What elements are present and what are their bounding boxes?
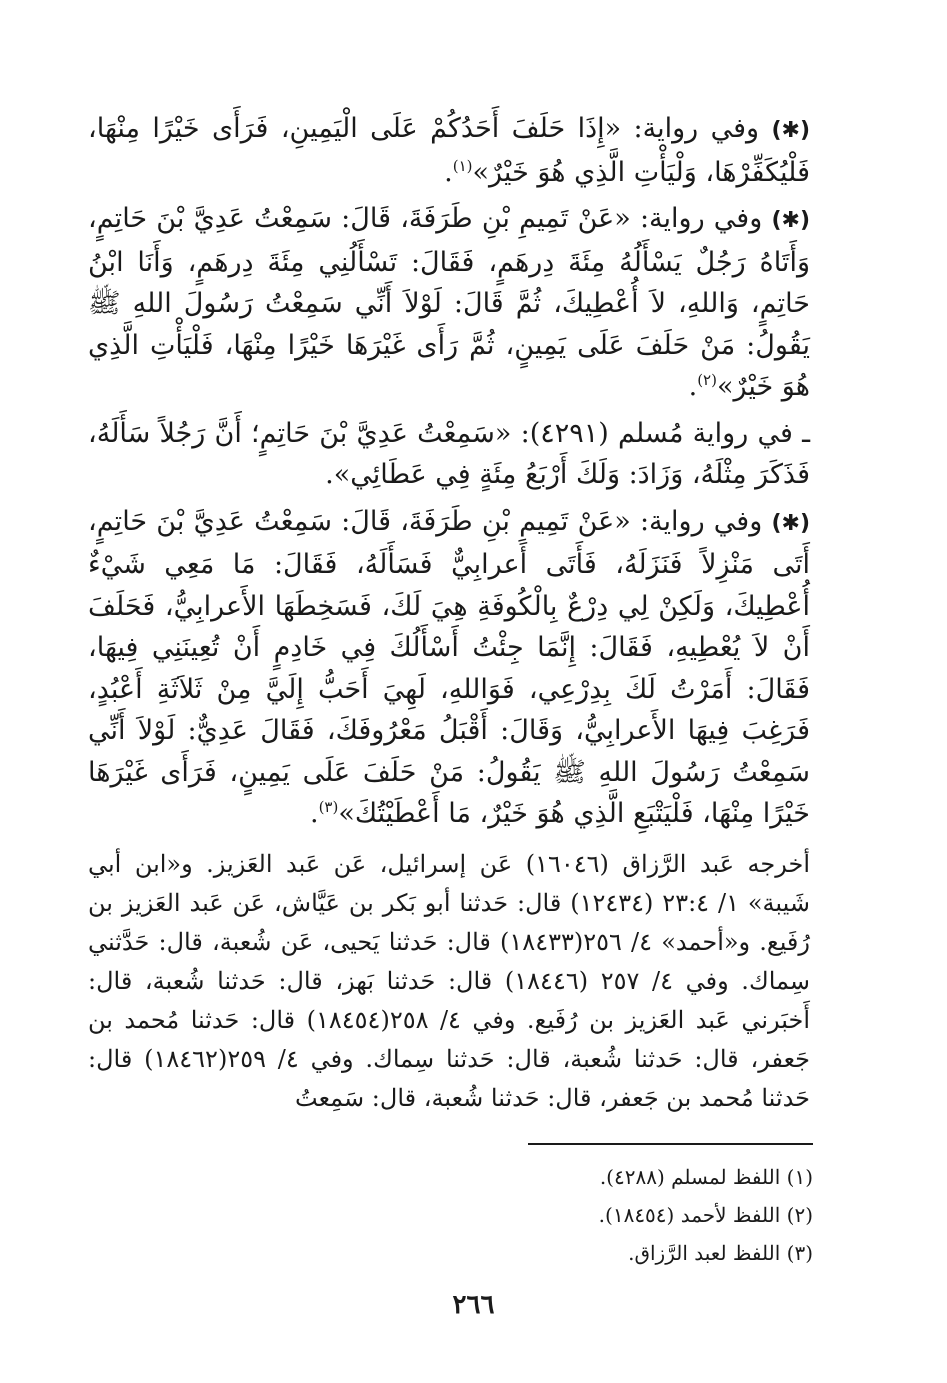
footnote-ref[interactable]: (٢) <box>697 371 717 389</box>
paragraph-text: وفي رواية: «إِذَا حَلَفَ أَحَدُكُمْ عَلَى الْيَمِينِ، فَرَأَى خَيْرًا مِنْهَا، فَلْيُكَفِّرْهَا، وَلْيَأْتِ الَّذِي هُوَ خَيْرٌ» <box>88 113 810 188</box>
paragraph-text: وفي رواية: «عَنْ تَمِيمِ بْنِ طَرَفَةَ، قَالَ: سَمِعْتُ عَدِيَّ بْنَ حَاتِمٍ، وَأَتَاهُ رَجُلٌ يَسْأَلُهُ مِئَةَ دِرهَمٍ، فَقَالَ: تَسْأَلُنِي مِئَةَ دِرهَمٍ، وَأَنَا ابْنُ حَاتِمٍ، وَاللهِ، لاَ أُعْطِيكَ، ثُمَّ قَالَ: لَوْلاَ أَنِّي سَمِعْتُ رَسُولَ اللهِ ﷺ يَقُولُ: مَنْ حَلَفَ عَلَى يَمِينٍ، ثُمَّ رَأَى غَيْرَهَا خَيْرًا مِنْهَا، فَلْيَأْتِ الَّذِي هُوَ خَيْرٌ» <box>88 203 810 402</box>
paragraph-2 <box>88 198 810 408</box>
paragraph-end: . <box>309 798 319 829</box>
paragraph-end: . <box>325 459 334 490</box>
footnotes <box>300 1158 813 1272</box>
footnote-ref[interactable]: (٣) <box>318 798 339 816</box>
star-marker: (✱) <box>771 510 810 536</box>
paragraph-end: . <box>444 156 453 188</box>
star-marker: (✱) <box>771 118 810 143</box>
paragraph-text: ـ في رواية مُسلم (٤٢٩١): «سَمِعْتُ عَدِيَّ بْنَ حَاتِمٍ؛ أَنَّ رَجُلاً سَأَلَهُ، فَذَكَرَ مِثْلَهُ، وَزَادَ: وَلَكَ أَرْبَعُ مِئَةٍ فِي عَطَائِي» <box>88 417 810 490</box>
paragraph-text: وفي رواية: «عَنْ تَمِيمِ بْنِ طَرَفَةَ، قَالَ: سَمِعْتُ عَدِيَّ بْنَ حَاتِمٍ، أَتَى مَنْزِلاً فَنَزَلَهُ، فَأَتَى أَعرابِيٌّ فَسَأَلَهُ، فَقَالَ: مَا مَعِي شَيْءٌ أُعْطِيكَ، وَلَكِنْ لِي دِرْعٌ بِالْكُوفَةِ هِيَ لَكَ، فَسَخِطَهَا الأَعرابِيُّ، فَحَلَفَ أَنْ لاَ يُعْطِيهِ، فَقَالَ: إِنَّمَا جِئْتُ أَسْأَلُكَ فِي خَادِمٍ أَنْ تُعِينَنِي فِيهَا، فَقَالَ: أَمَرْتُ لَكَ بِدِرْعِي، فَوَاللهِ، لَهِيَ أَحَبُّ إِلَيَّ مِنْ ثَلاَثَةِ أَعْبُدٍ، فَرَغِبَ فِيهَا الأَعرابِيُّ، وَقَالَ: أَقْبَلُ مَعْرُوفَكَ، فَقَالَ عَدِيٌّ: لَوْلاَ أَنِّي سَمِعْتُ رَسُولَ اللهِ ﷺ يَقُولُ: مَنْ حَلَفَ عَلَى يَمِينٍ، فَرَأَى غَيْرَهَا خَيْرًا مِنْهَا، فَلْيَتْبَعِ الَّذِي هُوَ خَيْرٌ، مَا أَعْطَيْتُكَ» <box>88 505 810 829</box>
paragraph-end: . <box>688 371 698 402</box>
footnote-separator <box>528 1143 813 1145</box>
page-number: ٢٦٦ <box>452 1290 495 1320</box>
main-text <box>88 108 810 1123</box>
takhrij-paragraph: أخرجه عَبد الرَّزاق (١٦٠٤٦) عَن إسرائيل، عَن عَبد العَزيز. و«ابن أبي شَيبة» ١/ ٢٣:٤ (١٢٤٣٤) قال: حَدثنا أبو بَكر بن عَيَّاش، عَن عَبد العَزيز بن رُفَيع. و«أحمد» ٤/ ٢٥٦(١٨٤٣٣) قال: حَدثنا يَحيى، عَن شُعبة، قال: حَدَّثني سِماك. وفي ٤/ ٢٥٧ (١٨٤٤٦) قال: حَدثنا بَهز، قال: حَدثنا شُعبة، قال: أَخبَرني عَبد العَزيز بن رُفَيع. وفي ٤/ ٢٥٨(١٨٤٥٤) قال: حَدثنا مُحمد بن جَعفر، قال: حَدثنا شُعبة، قال: حَدثنا سِماك. وفي ٤/ ٢٥٩(١٨٤٦٢) قال: حَدثنا مُحمد بن جَعفر، قال: حَدثنا شُعبة، قال: سَمِعتُ <box>88 849 811 1112</box>
paragraph-4 <box>88 501 810 835</box>
footnote-2: (٢) اللفظ لأحمد (١٨٤٥٤). <box>598 1203 813 1227</box>
footnote-ref[interactable]: (١) <box>452 156 473 175</box>
star-marker: (✱) <box>771 208 810 233</box>
footnote-1: (١) اللفظ لمسلم (٤٢٨٨). <box>599 1165 813 1189</box>
paragraph-1 <box>88 108 810 193</box>
paragraph-3 <box>88 413 810 496</box>
footnote-3: (٣) اللفظ لعبد الرَّزاق. <box>628 1241 813 1265</box>
